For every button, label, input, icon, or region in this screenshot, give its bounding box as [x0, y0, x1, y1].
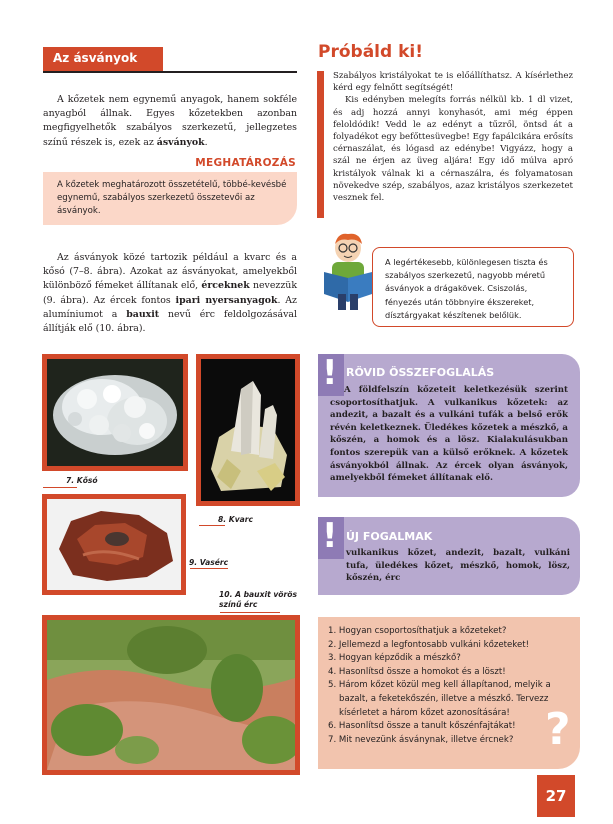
body-text-2: nevezzük (9. ábra). Az ércek fontos — [43, 280, 297, 306]
quartz-photo — [196, 354, 300, 506]
caption-rule-fig10 — [220, 612, 280, 613]
page-number: 27 — [537, 775, 575, 817]
body-bold-ercek: érceknek — [201, 280, 250, 292]
definition-title: MEGHATÁROZÁS — [195, 157, 296, 169]
caption-fig7: 7. Kősó — [66, 476, 98, 485]
caption-fig8: 8. Kvarc — [218, 515, 254, 524]
question-item: 3. Hogyan képződik a mészkő? — [328, 653, 461, 664]
try-it-title: Próbáld ki! — [318, 42, 423, 62]
question-item: 5. Három kőzet közül meg kell állapítanod, melyik a bazalt, a feketekőszén, illetve a mészkő. Tervezz kísérletet a három kőzet azonosítására! — [328, 680, 551, 718]
question-item: 6. Hasonlítsd össze a tanult kőszénfajtákat! — [328, 721, 516, 732]
intro-paragraph — [43, 93, 297, 150]
try-it-text — [333, 70, 573, 204]
intro-text-2: . — [204, 136, 208, 148]
question-item: 1. Hogyan csoportosíthatjuk a kőzeteket? — [328, 626, 507, 636]
intro-text-1: A kőzetek nem egynemű anyagok, hanem sokféle anyagból állnak. Egyes kőzetekben azonban megfigyelhetők szabályos szerkezetű, jellegzetes színű részek is, ezek az — [43, 94, 297, 148]
caption-rule-fig9 — [190, 568, 228, 569]
try-it-bar — [317, 71, 324, 218]
question-mark-icon: ? — [545, 704, 571, 755]
caption-fig10: 10. A bauxit vörös színű érc — [219, 590, 298, 609]
iron-ore-photo — [42, 494, 186, 595]
try-it-intro: Szabályos kristályokat te is előállíthatsz. A kísérlethez kérd egy felnőtt segítségét! — [333, 71, 573, 94]
halite-image — [47, 359, 183, 466]
question-item: 4. Hasonlítsd össze a homokot és a löszt! — [328, 666, 506, 677]
summary-title: RÖVID ÖSSZEFOGLALÁS — [346, 366, 495, 379]
halite-photo — [42, 354, 188, 471]
section-rule — [43, 71, 297, 73]
body-text-1: Az ásványok közé tartozik például a kvarc és a kősó (7–8. ábra). Azokat az ásványokat, amelyekből különböző fémeket állítanak elő, — [43, 252, 297, 292]
reading-boy-icon — [318, 232, 378, 312]
try-it-steps: Kis edényben melegíts forrás nélkül kb. 1 dl vizet, és adj hozzá annyi konyhasót, ami még éppen feloldódik! Vedd le az edényt a tűzről, öntsd át a folyadékot egy befőttesüvegbe! Egy fapálcikára erősíts cérnaszálat, és lógasd az edénybe! Vigyázz, hogy a szál ne érjen az üveg aljára! Egy idő múlva apró kristályok válnak ki a cérnaszálra, és folyamatosan növekedve szép, szabályos, azaz kristályos szerkezetet vesznek fel. — [333, 95, 573, 204]
caption-rule-fig8 — [199, 525, 225, 526]
bauxite-photo — [42, 615, 300, 775]
concepts-exclamation-icon: ! — [322, 516, 338, 556]
body-bold-bauxit: bauxit — [126, 308, 160, 320]
intro-bold-asvanyok: ásványok — [156, 136, 205, 148]
definition-text: A kőzetek meghatározott összetételű, többé-kevésbé egynemű, szabályos szerkezetű összetevői az ásványok. — [57, 180, 287, 216]
caption-rule-fig7 — [43, 487, 77, 488]
body-bold-nyersanyag: ipari nyersanyagok — [175, 294, 278, 306]
caption-fig9: 9. Vasérc — [189, 558, 229, 567]
question-item: 2. Jellemezd a legfontosabb vulkáni kőzeteket! — [328, 639, 530, 650]
body-text-4: nevű érc feldolgozásával állítják elő (10. ábra). — [43, 308, 297, 335]
concepts-title: ÚJ FOGALMAK — [346, 530, 433, 543]
summary-text: A földfelszín kőzeteit keletkezésük szerint csoportosíthatjuk. A vulkanikus kőzetek: az andezit, a bazalt és a vulkáni tufák a belső erők révén keletkeznek. Üledékes kőzetek a mészkő, a kőszén, a homok és a lösz. Kialakulásukban fontos szerepük van a külső erőknek. A kőzetek ásványokból állnak. Az ércek olyan ásványok, amelyekből fémeket állítanak elő. — [330, 385, 568, 484]
definition-box — [43, 172, 297, 225]
quartz-image — [201, 359, 295, 501]
gem-bubble-text: A legértékesebb, különlegesen tiszta és szabályos szerkezetű, nagyobb méretű ásványok a drágakövek. Csiszolás, fényezés után többnyire ékszereket, dísztárgyakat készítenek belőlük. — [385, 257, 548, 320]
summary-exclamation-icon: ! — [322, 353, 338, 393]
iron-ore-image — [47, 499, 181, 590]
section-header: Az ásványok — [43, 47, 163, 71]
bauxite-image — [47, 620, 295, 770]
body-paragraph — [43, 251, 297, 336]
questions-box — [318, 617, 580, 769]
question-item: 7. Mit nevezünk ásványnak, illetve ércnek? — [328, 734, 514, 745]
body-text-3: . Az alumíniumot a — [43, 294, 297, 320]
gem-speech-bubble — [372, 247, 574, 327]
reading-boy-illustration — [318, 232, 378, 312]
concepts-text: vulkanikus kőzet, andezit, bazalt, vulkáni tufa, üledékes kőzet, mészkő, homok, lösz, kőszén, érc — [346, 548, 570, 584]
